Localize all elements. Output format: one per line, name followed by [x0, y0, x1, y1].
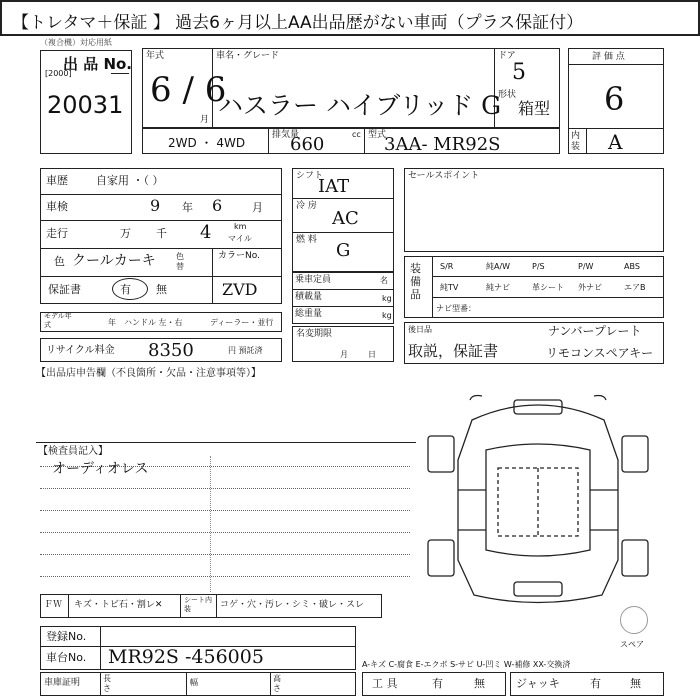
banner-text: 【トレタマ＋保証 】 過去6ヶ月以上AA出品歴がない車両（プラス保証付） — [12, 13, 584, 33]
model-code-value: 3AA- MR92S — [384, 134, 501, 155]
later-label: 後日品 — [408, 325, 432, 334]
banner — [0, 0, 700, 36]
legend-seat: シート内装 — [184, 596, 212, 613]
equipment-item: ABS — [624, 262, 640, 271]
model-value: ハスラー ハイブリッド G — [218, 91, 502, 120]
interior-value: A — [608, 130, 623, 154]
model-year-dealer: ディーラー・並行 — [210, 318, 274, 327]
mileage-sen: 千 — [156, 227, 167, 240]
cert-label: 車庫証明 — [44, 678, 81, 688]
displacement-label: 排気量 — [272, 130, 300, 140]
capacity-label: 乗車定員 — [295, 275, 332, 285]
reg-change-unit: 月日 — [340, 350, 396, 359]
equipment-item: P/S — [532, 262, 545, 271]
doors-shape-label: 形状 — [498, 90, 517, 100]
grade-value: 6 — [604, 80, 625, 118]
inspector-notes-text: オーディオレス — [52, 461, 149, 477]
recycle-label: リサイクル料金 — [46, 345, 115, 356]
ac-value: AC — [332, 208, 359, 229]
mileage-label: 走行 — [46, 227, 68, 240]
inspection-month-unit: 月 — [252, 201, 263, 214]
history-label: 車歴 — [46, 174, 68, 187]
mileage-man: 万 — [120, 227, 131, 240]
inspection-year-unit: 年 — [182, 201, 193, 214]
color-change: 色替 — [176, 252, 184, 271]
doors-shape: 箱型 — [518, 99, 551, 118]
legend-fw: ＦＷ — [44, 600, 63, 610]
color-label: 色 — [54, 255, 65, 268]
mileage-mile: マイル — [228, 234, 252, 243]
later-text-2: ナンバープレート — [548, 324, 642, 338]
model-year-handle: ハンドル 左・右 — [124, 318, 183, 327]
color-no-value: ZVD — [222, 280, 258, 299]
rear-left-wheel — [428, 540, 454, 576]
equipment-label: 装備品 — [410, 262, 421, 301]
chassis-label: 車台No. — [46, 651, 87, 664]
doors-value: 5 — [512, 60, 526, 85]
fuel-label: 燃 料 — [296, 235, 317, 245]
top-note: （複合機）対応用紙 — [40, 38, 112, 47]
cert-item-2: 幅 — [190, 678, 198, 687]
model-label: 車名・グレード — [216, 51, 280, 61]
lot-number: 20031 — [47, 91, 124, 119]
model-year-year: 年 — [108, 318, 116, 327]
warranty-circle — [112, 278, 148, 300]
front-left-wheel — [428, 436, 454, 472]
equipment-item: 純TV — [440, 283, 459, 292]
equipment-item: 純ナビ — [486, 283, 510, 292]
lot-label: 出 品 No. — [63, 55, 133, 73]
reg-change-label: 名変期限 — [296, 329, 333, 339]
equipment-item: S/R — [440, 262, 454, 271]
warranty-yes: 有 — [120, 283, 131, 296]
tools-label: 工 具 — [372, 677, 398, 690]
load-unit: kg — [382, 294, 392, 303]
mileage-value: 4 — [200, 222, 212, 243]
sales-point-label: セールスポイント — [408, 171, 480, 181]
displacement-unit: cc — [352, 130, 361, 139]
cert-row — [40, 672, 356, 696]
legend-text-1: キズ・トビ石・割レ✕ — [74, 600, 163, 610]
jack-no: 無 — [630, 677, 641, 690]
legend-text-2: コゲ・穴・汚レ・シミ・破レ・スレ — [220, 600, 365, 610]
chassis-value: MR92S -456005 — [108, 646, 264, 668]
inspector-notes-label: 【検査員記入】 — [38, 446, 108, 457]
interior-label: 内装 — [571, 131, 581, 152]
registration-label: 登録No. — [46, 630, 87, 643]
tools-no: 無 — [474, 677, 485, 690]
color-value: クールカーキ — [72, 253, 156, 269]
capacity-unit: 名 — [380, 276, 388, 285]
inspection-year: 9 — [150, 196, 161, 215]
lot-box — [40, 50, 132, 154]
history-value: 自家用 ・（ ） — [96, 174, 164, 187]
year-unit: 月 — [200, 115, 210, 125]
cert-item-1: 長さ — [103, 674, 111, 693]
recycle-value: 8350 — [148, 340, 194, 361]
grade-label: 評 価 点 — [592, 52, 625, 62]
recycle-unit: 円 預託済 — [228, 346, 263, 355]
drive-label: 2WD ・ 4WD — [168, 136, 246, 150]
equipment-item: P/W — [578, 262, 594, 271]
warranty-no: 無 — [156, 283, 167, 296]
fuel-value: G — [336, 240, 351, 261]
displacement-value: 660 — [290, 134, 325, 155]
car-diagram — [412, 390, 664, 610]
cert-item-3: 高さ — [273, 674, 281, 693]
equipment-item: 革シート — [532, 283, 564, 292]
inspection-month: 6 — [212, 196, 223, 215]
spare-circle — [620, 606, 648, 634]
shift-value: IAT — [318, 176, 350, 197]
equipment-item: 外ナビ — [578, 283, 602, 292]
damage-legend: A-キズ C-腐食 E-エクボ S-サビ U-凹ミ W-補修 XX-交換済 — [362, 660, 571, 669]
tools-yes: 有 — [432, 677, 443, 690]
inspection-label: 車検 — [46, 200, 68, 213]
warranty-label: 保証書 — [48, 283, 81, 296]
weight-unit: kg — [382, 311, 392, 320]
spare-label: スペア — [620, 640, 644, 649]
year-label: 年式 — [146, 51, 165, 61]
jack-label: ジャッキ — [516, 677, 560, 690]
shift-label: シフト — [296, 171, 324, 181]
seller-notes-label: 【出品店申告欄（不良箇所・欠品・注意事項等）】 — [36, 368, 261, 379]
model-code-label: 型式 — [368, 130, 387, 140]
ac-label: 冷 房 — [296, 201, 317, 211]
later-text-1: 取説，保証書 — [408, 342, 499, 360]
rear-right-wheel — [622, 540, 648, 576]
model-year-label: モデル年式 — [44, 312, 72, 329]
equipment-nav: ナビ型番： — [436, 304, 476, 313]
later-text-3: リモコンスペアキー — [546, 346, 654, 360]
doors-label: ドア — [498, 51, 516, 61]
mileage-km: km — [234, 222, 247, 231]
equipment-item: 純A/W — [486, 262, 511, 271]
jack-yes: 有 — [590, 677, 601, 690]
front-right-wheel — [622, 436, 648, 472]
year-value: 6 / 6 — [150, 70, 227, 110]
weight-label: 総重量 — [295, 309, 323, 319]
load-label: 積載量 — [295, 292, 323, 302]
equipment-item: エアB — [624, 283, 646, 292]
color-no-label: カラーNo. — [218, 251, 260, 261]
lot-sub: [2000] — [45, 69, 72, 78]
